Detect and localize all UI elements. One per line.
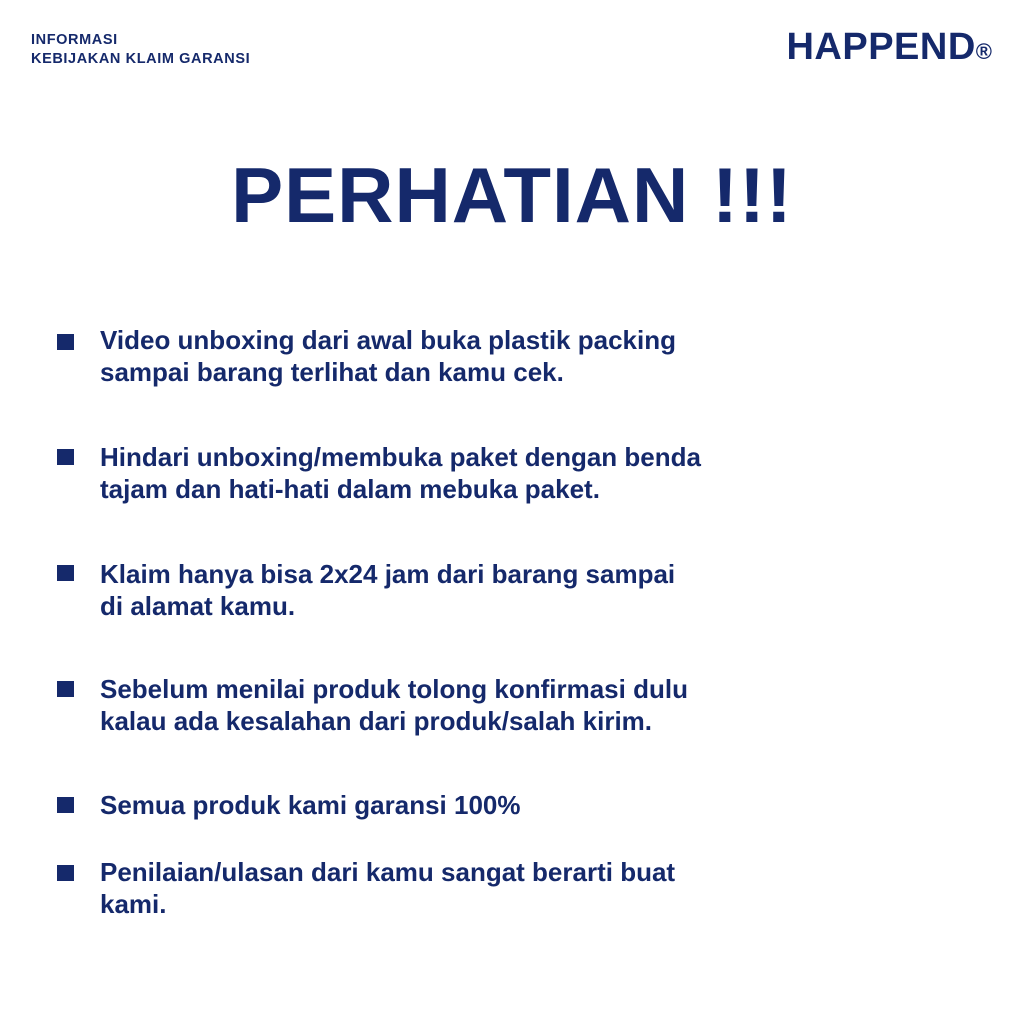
square-bullet-icon <box>57 565 74 581</box>
notice-text <box>100 558 800 622</box>
brand-logo <box>786 27 992 72</box>
notice-line: sampai barang terlihat dan kamu cek. <box>100 357 564 387</box>
notice-text <box>100 441 800 505</box>
header-line-informasi: INFORMASI <box>31 32 118 48</box>
square-bullet-icon <box>57 797 74 813</box>
notice-line: Sebelum menilai produk tolong konfirmasi dulu <box>100 674 688 704</box>
square-bullet-icon <box>57 681 74 697</box>
square-bullet-icon <box>57 865 74 881</box>
notice-line: Klaim hanya bisa 2x24 jam dari barang sampai <box>100 559 676 589</box>
brand-name: HAPPEND <box>786 26 976 68</box>
page-title: PERHATIAN !!! <box>231 151 793 239</box>
notice-text <box>100 789 800 821</box>
notice-line: Penilaian/ulasan dari kamu sangat berarti buat <box>100 857 676 887</box>
square-bullet-icon <box>57 449 74 465</box>
header-line-kebijakan: KEBIJAKAN KLAIM GARANSI <box>31 51 251 67</box>
notice-line: Video unboxing dari awal buka plastik packing <box>100 325 676 355</box>
notice-line: di alamat kamu. <box>100 591 296 621</box>
header-info <box>31 31 250 69</box>
notice-line: Semua produk kami garansi 100% <box>100 790 521 820</box>
square-bullet-icon <box>57 334 74 350</box>
notice-text <box>100 324 800 388</box>
notice-line: Hindari unboxing/membuka paket dengan benda <box>100 442 701 472</box>
notice-line: kalau ada kesalahan dari produk/salah kirim. <box>100 706 653 736</box>
notice-text <box>100 673 800 737</box>
notice-line: kami. <box>100 889 167 919</box>
registered-mark: ® <box>975 39 992 64</box>
notice-text <box>100 856 800 920</box>
notice-line: tajam dan hati-hati dalam mebuka paket. <box>100 474 600 504</box>
